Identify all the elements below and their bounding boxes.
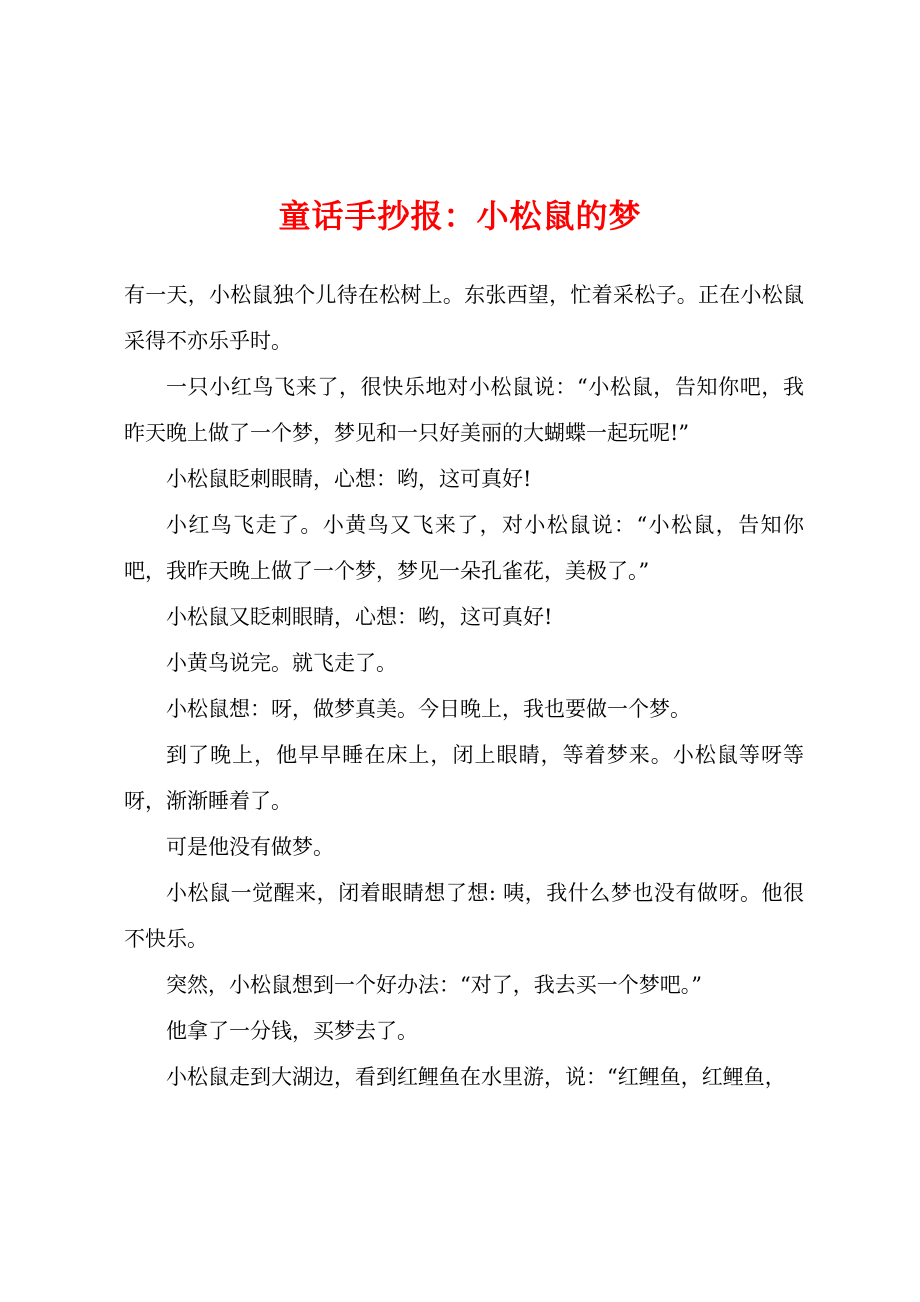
paragraph-12: 他拿了一分钱，买梦去了。 <box>166 1019 418 1043</box>
paragraph-6: 小黄鸟说完。就飞走了。 <box>166 651 397 675</box>
paragraph-3: 小松鼠眨刺眼睛，心想：哟，这可真好! <box>166 467 532 491</box>
paragraph-2: 一只小红鸟飞来了，很快乐地对小松鼠说：“小松鼠，告知你吧，我昨天晚上做了一个梦，梦见和一只好美丽的大蝴蝶一起玩呢!” <box>124 375 804 445</box>
paragraph-13: 小松鼠走到大湖边，看到红鲤鱼在水里游，说：“红鲤鱼，红鲤鱼， <box>166 1065 786 1089</box>
paragraph-4: 小红鸟飞走了。小黄鸟又飞来了，对小松鼠说：“小松鼠，告知你吧，我昨天晚上做了一个梦，梦见一朵孔雀花，美极了。” <box>124 513 804 583</box>
paragraph-10: 小松鼠一觉醒来，闭着眼睛想了想: 咦，我什么梦也没有做呀。他很不快乐。 <box>124 881 804 951</box>
paragraph-1: 有一天，小松鼠独个儿待在松树上。东张西望，忙着采松子。正在小松鼠采得不亦乐乎时。 <box>124 283 804 353</box>
document-title: 童话手抄报：小松鼠的梦 <box>278 197 642 235</box>
paragraph-7: 小松鼠想：呀，做梦真美。今日晚上，我也要做一个梦。 <box>166 697 691 721</box>
paragraph-11: 突然，小松鼠想到一个好办法：“对了，我去买一个梦吧。” <box>166 973 702 997</box>
document-body <box>124 272 804 1100</box>
paragraph-9: 可是他没有做梦。 <box>166 835 334 859</box>
paragraph-8: 到了晚上，他早早睡在床上，闭上眼睛，等着梦来。小松鼠等呀等呀，渐渐睡着了。 <box>124 743 804 813</box>
paragraph-5: 小松鼠又眨刺眼睛，心想：哟，这可真好! <box>166 605 553 629</box>
